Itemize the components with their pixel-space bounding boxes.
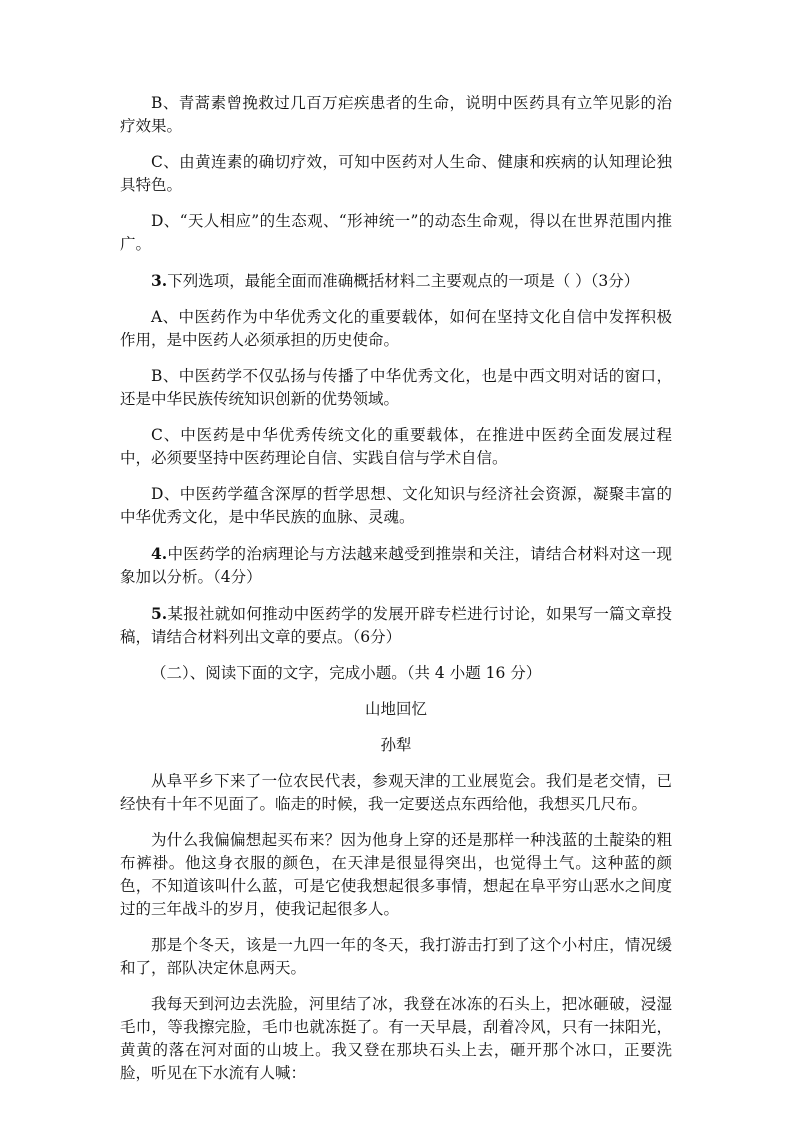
article-paragraph-3: 那是个冬天，该是一九四一年的冬天，我打游击打到了这个小村庄，情况缓和了，部队决定休息两天。 bbox=[120, 936, 672, 977]
question-4 bbox=[120, 542, 672, 589]
question-5-number: 5. bbox=[151, 604, 168, 623]
document-page bbox=[120, 92, 672, 1098]
option-a-q3: A、中医药作为中华优秀文化的重要载体，如何在坚持文化自信中发挥积极作用，是中医药人必须承担的历史使命。 bbox=[120, 308, 672, 349]
article-paragraph-2: 为什么我偏偏想起买布来？因为他身上穿的还是那样一种浅蓝的土靛染的粗布裤褂。他这身衣服的颜色，在天津是很显得突出，也觉得土气。这种蓝的颜色，不知道该叫什么蓝，可是它使我想起很多事情，想起在阜平穷山恶水之间度过的三年战斗的岁月，使我记起很多人。 bbox=[120, 831, 672, 918]
question-5 bbox=[120, 602, 672, 649]
option-d-q2: D、“天人相应”的生态观、“形神统一”的动态生命观，得以在世界范围内推广。 bbox=[120, 212, 672, 253]
question-4-number: 4. bbox=[151, 544, 168, 563]
question-5-text: 某报社就如何推动中医药学的发展开辟专栏进行讨论，如果写一篇文章投稿，请结合材料列出文章的要点。（6分） bbox=[120, 605, 672, 646]
question-3-text: 下列选项，最能全面而准确概括材料二主要观点的一项是（ ）（3分） bbox=[167, 272, 640, 290]
article-paragraph-1: 从阜平乡下来了一位农民代表，参观天津的工业展览会。我们是老交情，已经快有十年不见面了。临走的时候，我一定要送点东西给他，我想买几尺布。 bbox=[120, 772, 672, 813]
question-3 bbox=[120, 269, 672, 293]
article-title: 山地回忆 bbox=[364, 700, 427, 718]
option-d-q3: D、中医药学蕴含深厚的哲学思想、文化知识与经济社会资源，凝聚丰富的中华优秀文化，是中华民族的血脉、灵魂。 bbox=[120, 485, 672, 526]
option-b-q3: B、中医药学不仅弘扬与传播了中华优秀文化，也是中西文明对话的窗口，还是中华民族传统知识创新的优势领域。 bbox=[120, 367, 672, 408]
section-heading: （二）、阅读下面的文字，完成小题。（共 4 小题 16 分） bbox=[151, 664, 542, 682]
article-author: 孙犁 bbox=[380, 736, 412, 754]
option-c-q3: C、中医药是中华优秀传统文化的重要载体，在推进中医药全面发展过程中，必须要坚持中医药理论自信、实践自信与学术自信。 bbox=[120, 426, 672, 467]
question-4-text: 中医药学的治病理论与方法越来越受到推崇和关注，请结合材料对这一现象加以分析。（4分） bbox=[120, 545, 672, 586]
option-c-q2: C、由黄连素的确切疗效，可知中医药对人生命、健康和疾病的认知理论独具特色。 bbox=[120, 153, 672, 194]
option-b-q2: B、青蒿素曾挽救过几百万疟疾患者的生命，说明中医药具有立竿见影的治疗效果。 bbox=[120, 94, 672, 135]
article-paragraph-4: 我每天到河边去洗脸，河里结了冰，我登在冰冻的石头上，把冰砸破，浸湿毛巾，等我擦完脸，毛巾也就冻挺了。有一天早晨，刮着冷风，只有一抹阳光，黄黄的落在河对面的山坡上。我又登在那块石头上去，砸开那个冰口，正要洗脸，听见在下水流有人喊： bbox=[120, 995, 672, 1082]
question-3-number: 3. bbox=[151, 271, 168, 290]
